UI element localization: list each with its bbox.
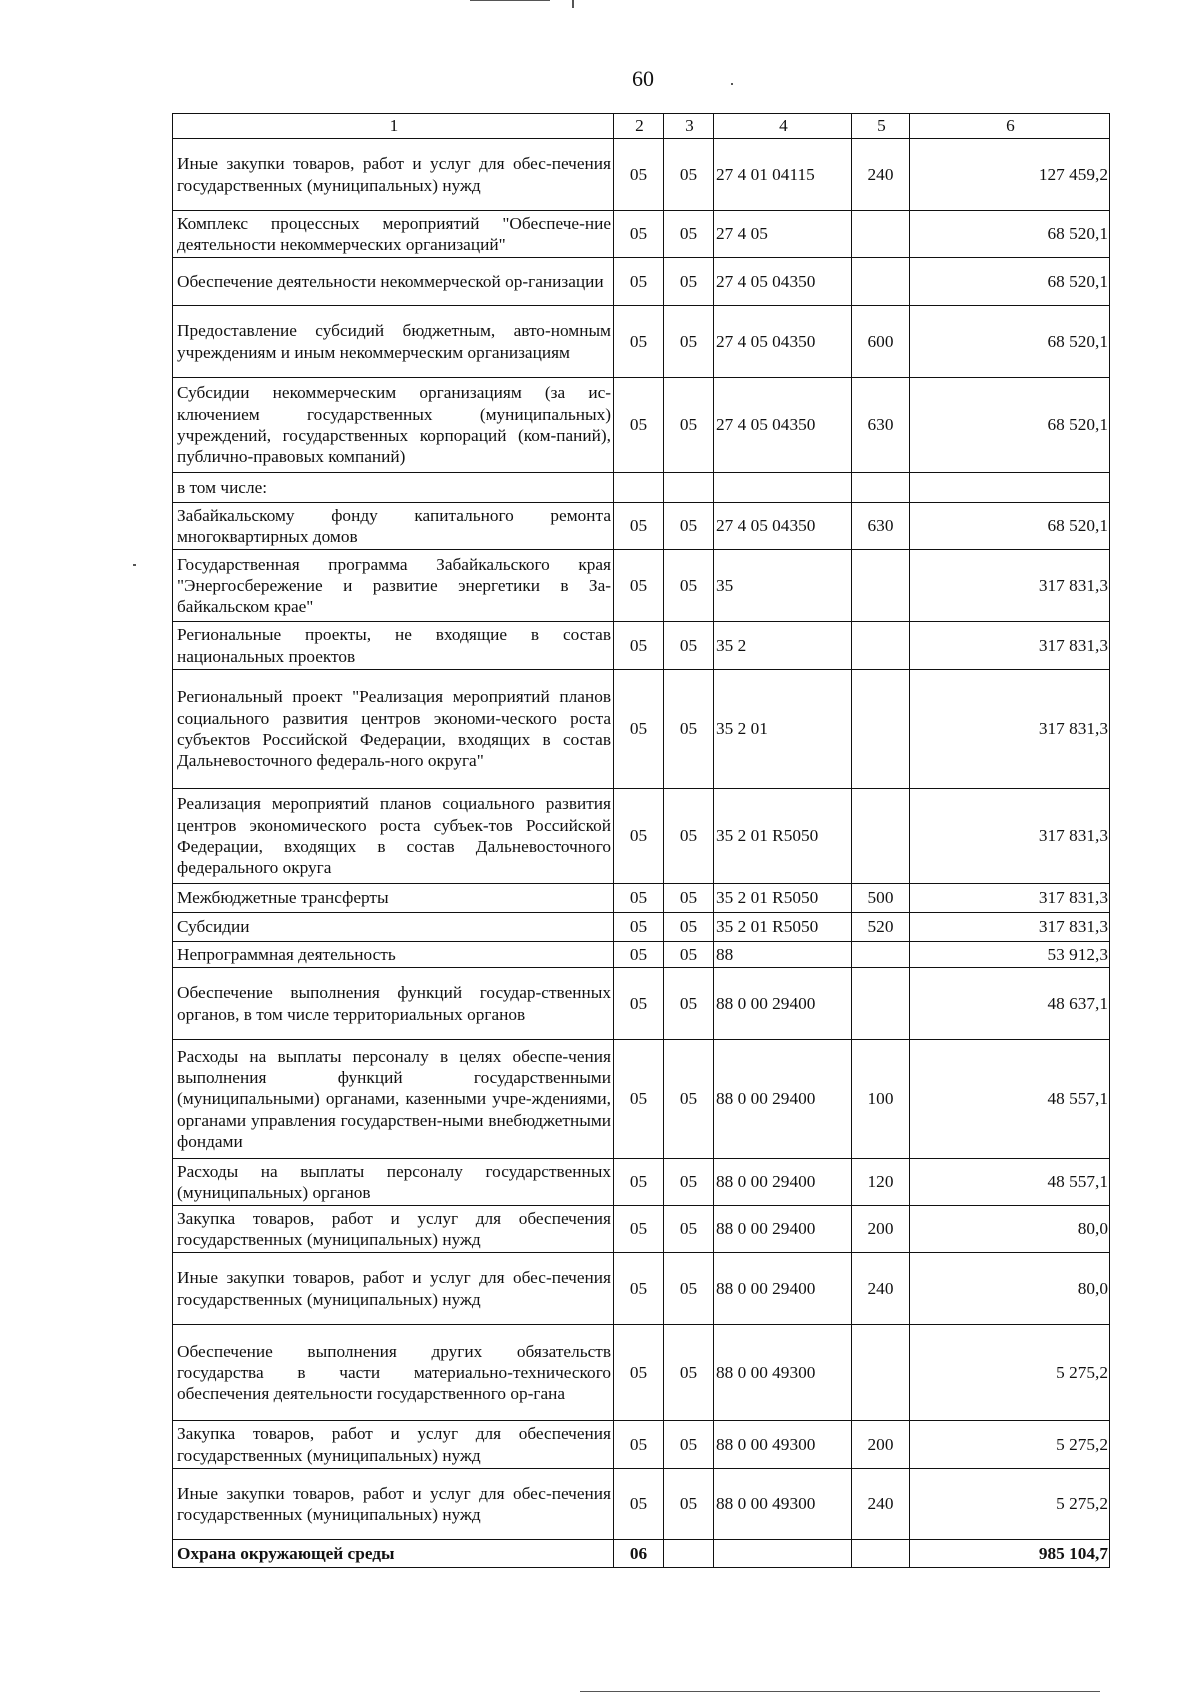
row-amount-cell: 317 831,3 <box>910 550 1110 622</box>
row-name-cell: Региональный проект "Реализация мероприятий планов социального развития центров экономи-ческого роста субъектов Российской Федерации, входящих в состав Дальневосточного федераль-ного округа" <box>173 670 614 789</box>
row-target-code-cell <box>714 1540 852 1568</box>
table-row <box>173 968 1110 1040</box>
table-row <box>173 670 1110 789</box>
column-header: 3 <box>664 114 714 139</box>
row-amount-cell: 48 557,1 <box>910 1159 1110 1206</box>
row-target-code-cell <box>714 473 852 503</box>
row-target-code-cell: 35 2 01 R5050 <box>714 789 852 884</box>
row-expense-type-cell: 240 <box>852 1253 910 1325</box>
row-subsection-cell: 05 <box>664 1040 714 1159</box>
row-target-code-cell: 88 0 00 49300 <box>714 1325 852 1421</box>
row-target-code-cell: 35 2 01 <box>714 670 852 789</box>
row-amount-cell: 68 520,1 <box>910 503 1110 550</box>
row-name-cell: Расходы на выплаты персоналу государственных (муниципальных) органов <box>173 1159 614 1206</box>
row-name-cell: Обеспечение деятельности некоммерческой ор-ганизации <box>173 258 614 306</box>
row-target-code-cell: 88 0 00 49300 <box>714 1469 852 1540</box>
row-expense-type-cell: 500 <box>852 884 910 913</box>
row-section-cell: 05 <box>614 1206 664 1253</box>
row-name-cell: Иные закупки товаров, работ и услуг для обес-печения государственных (муниципальных) нужд <box>173 139 614 211</box>
table-row <box>173 1421 1110 1469</box>
row-expense-type-cell: 240 <box>852 139 910 211</box>
table-row <box>173 913 1110 942</box>
row-name-cell: Межбюджетные трансферты <box>173 884 614 913</box>
row-section-cell: 06 <box>614 1540 664 1568</box>
row-expense-type-cell: 200 <box>852 1206 910 1253</box>
row-section-cell: 05 <box>614 139 664 211</box>
row-section-cell: 05 <box>614 550 664 622</box>
table-row <box>173 306 1110 378</box>
row-section-cell: 05 <box>614 1040 664 1159</box>
row-expense-type-cell <box>852 1540 910 1568</box>
row-target-code-cell: 88 0 00 29400 <box>714 1253 852 1325</box>
row-expense-type-cell <box>852 942 910 968</box>
row-name-cell: Обеспечение выполнения других обязательств государства в части материально-технического обеспечения деятельности государственного ор-гана <box>173 1325 614 1421</box>
row-target-code-cell: 27 4 05 04350 <box>714 503 852 550</box>
row-section-cell: 05 <box>614 1325 664 1421</box>
row-expense-type-cell <box>852 670 910 789</box>
row-expense-type-cell: 240 <box>852 1469 910 1540</box>
row-expense-type-cell <box>852 968 910 1040</box>
row-amount-cell: 80,0 <box>910 1253 1110 1325</box>
row-target-code-cell: 88 0 00 29400 <box>714 1159 852 1206</box>
row-target-code-cell: 27 4 05 04350 <box>714 306 852 378</box>
row-target-code-cell: 27 4 05 04350 <box>714 258 852 306</box>
row-section-cell: 05 <box>614 670 664 789</box>
row-subsection-cell: 05 <box>664 884 714 913</box>
row-name-cell: Закупка товаров, работ и услуг для обеспечения государственных (муниципальных) нужд <box>173 1421 614 1469</box>
row-subsection-cell: 05 <box>664 1469 714 1540</box>
row-amount-cell: 317 831,3 <box>910 884 1110 913</box>
table-row <box>173 1159 1110 1206</box>
column-header: 5 <box>852 114 910 139</box>
row-amount-cell: 68 520,1 <box>910 378 1110 473</box>
row-expense-type-cell <box>852 622 910 670</box>
row-section-cell: 05 <box>614 378 664 473</box>
scan-dot <box>133 564 136 566</box>
scan-edge-mark <box>572 0 574 8</box>
table-row <box>173 550 1110 622</box>
row-expense-type-cell <box>852 258 910 306</box>
row-subsection-cell: 05 <box>664 378 714 473</box>
row-expense-type-cell <box>852 550 910 622</box>
row-name-cell: Расходы на выплаты персоналу в целях обеспе-чения выполнения функций государственными (муниципальными) органами, казенными учре-ждениями, органами управления государствен-ными внебюджетными фондами <box>173 1040 614 1159</box>
table-row <box>173 139 1110 211</box>
row-target-code-cell: 27 4 05 <box>714 211 852 258</box>
row-amount-cell: 48 637,1 <box>910 968 1110 1040</box>
row-subsection-cell: 05 <box>664 1253 714 1325</box>
row-amount-cell: 68 520,1 <box>910 258 1110 306</box>
row-expense-type-cell: 100 <box>852 1040 910 1159</box>
table-row <box>173 258 1110 306</box>
row-target-code-cell: 27 4 05 04350 <box>714 378 852 473</box>
row-subsection-cell: 05 <box>664 258 714 306</box>
row-name-cell: Обеспечение выполнения функций государ-ственных органов, в том числе территориальных органов <box>173 968 614 1040</box>
table-row <box>173 378 1110 473</box>
column-header: 2 <box>614 114 664 139</box>
row-expense-type-cell: 630 <box>852 503 910 550</box>
row-target-code-cell: 88 0 00 49300 <box>714 1421 852 1469</box>
table-row <box>173 1325 1110 1421</box>
row-amount-cell: 5 275,2 <box>910 1325 1110 1421</box>
row-subsection-cell: 05 <box>664 942 714 968</box>
row-amount-cell: 317 831,3 <box>910 789 1110 884</box>
row-section-cell: 05 <box>614 1159 664 1206</box>
page-number: 60 <box>632 66 654 91</box>
row-section-cell: 05 <box>614 789 664 884</box>
row-section-cell: 05 <box>614 1469 664 1540</box>
row-expense-type-cell: 200 <box>852 1421 910 1469</box>
row-target-code-cell: 35 <box>714 550 852 622</box>
row-section-cell: 05 <box>614 968 664 1040</box>
row-name-cell: Предоставление субсидий бюджетным, авто-номным учреждениям и иным некоммерческим организациям <box>173 306 614 378</box>
row-target-code-cell: 35 2 01 R5050 <box>714 913 852 942</box>
table-row <box>173 503 1110 550</box>
row-amount-cell: 317 831,3 <box>910 622 1110 670</box>
row-name-cell: Непрограммная деятельность <box>173 942 614 968</box>
row-subsection-cell: 05 <box>664 1206 714 1253</box>
row-target-code-cell: 35 2 01 R5050 <box>714 884 852 913</box>
row-expense-type-cell <box>852 211 910 258</box>
row-amount-cell <box>910 473 1110 503</box>
budget-table <box>172 113 1110 1568</box>
row-name-cell: Субсидии <box>173 913 614 942</box>
row-expense-type-cell: 600 <box>852 306 910 378</box>
row-subsection-cell: 05 <box>664 670 714 789</box>
row-target-code-cell: 88 <box>714 942 852 968</box>
row-subsection-cell: 05 <box>664 1421 714 1469</box>
table-row <box>173 942 1110 968</box>
row-name-cell: Охрана окружающей среды <box>173 1540 614 1568</box>
scan-dot <box>731 83 733 85</box>
row-subsection-cell: 05 <box>664 550 714 622</box>
row-section-cell: 05 <box>614 622 664 670</box>
row-target-code-cell: 27 4 01 04115 <box>714 139 852 211</box>
row-target-code-cell: 88 0 00 29400 <box>714 968 852 1040</box>
row-name-cell: Забайкальскому фонду капитального ремонта многоквартирных домов <box>173 503 614 550</box>
row-expense-type-cell <box>852 473 910 503</box>
table-row <box>173 1540 1110 1568</box>
row-amount-cell: 317 831,3 <box>910 670 1110 789</box>
row-subsection-cell: 05 <box>664 622 714 670</box>
row-amount-cell: 985 104,7 <box>910 1540 1110 1568</box>
table-row <box>173 789 1110 884</box>
row-subsection-cell <box>664 473 714 503</box>
row-amount-cell: 80,0 <box>910 1206 1110 1253</box>
row-name-cell: Государственная программа Забайкальского края "Энергосбережение и развитие энергетики в За-байкальском крае" <box>173 550 614 622</box>
row-name-cell: Региональные проекты, не входящие в состав национальных проектов <box>173 622 614 670</box>
table-row <box>173 1253 1110 1325</box>
row-name-cell: Реализация мероприятий планов социального развития центров экономического роста субъек-тов Российской Федерации, входящих в состав Дальневосточного федерального округа <box>173 789 614 884</box>
row-section-cell: 05 <box>614 1421 664 1469</box>
table-row <box>173 884 1110 913</box>
row-subsection-cell: 05 <box>664 968 714 1040</box>
row-subsection-cell: 05 <box>664 913 714 942</box>
row-name-cell: в том числе: <box>173 473 614 503</box>
column-header: 6 <box>910 114 1110 139</box>
table-row <box>173 211 1110 258</box>
row-target-code-cell: 88 0 00 29400 <box>714 1040 852 1159</box>
column-header: 4 <box>714 114 852 139</box>
row-amount-cell: 53 912,3 <box>910 942 1110 968</box>
row-subsection-cell: 05 <box>664 503 714 550</box>
row-amount-cell: 68 520,1 <box>910 306 1110 378</box>
table-row <box>173 473 1110 503</box>
row-subsection-cell: 05 <box>664 139 714 211</box>
scan-edge-mark <box>470 0 550 1</box>
table-row <box>173 1206 1110 1253</box>
table-row <box>173 1469 1110 1540</box>
table-row <box>173 622 1110 670</box>
row-name-cell: Закупка товаров, работ и услуг для обеспечения государственных (муниципальных) нужд <box>173 1206 614 1253</box>
row-expense-type-cell: 120 <box>852 1159 910 1206</box>
row-target-code-cell: 35 2 <box>714 622 852 670</box>
row-subsection-cell: 05 <box>664 306 714 378</box>
row-name-cell: Иные закупки товаров, работ и услуг для обес-печения государственных (муниципальных) нужд <box>173 1253 614 1325</box>
row-section-cell: 05 <box>614 306 664 378</box>
row-section-cell: 05 <box>614 942 664 968</box>
row-name-cell: Комплекс процессных мероприятий "Обеспече-ние деятельности некоммерческих организаций" <box>173 211 614 258</box>
row-amount-cell: 48 557,1 <box>910 1040 1110 1159</box>
table-body <box>173 114 1110 1568</box>
row-section-cell: 05 <box>614 503 664 550</box>
row-expense-type-cell <box>852 1325 910 1421</box>
row-section-cell: 05 <box>614 211 664 258</box>
row-subsection-cell: 05 <box>664 211 714 258</box>
row-amount-cell: 317 831,3 <box>910 913 1110 942</box>
row-subsection-cell <box>664 1540 714 1568</box>
row-section-cell: 05 <box>614 1253 664 1325</box>
row-section-cell: 05 <box>614 913 664 942</box>
row-section-cell <box>614 473 664 503</box>
row-subsection-cell: 05 <box>664 1159 714 1206</box>
row-amount-cell: 127 459,2 <box>910 139 1110 211</box>
row-name-cell: Субсидии некоммерческим организациям (за ис-ключением государственных (муниципальных) учреждений, государственных корпораций (ком-паний), публично-правовых компаний) <box>173 378 614 473</box>
row-amount-cell: 68 520,1 <box>910 211 1110 258</box>
table-row <box>173 1040 1110 1159</box>
row-expense-type-cell <box>852 789 910 884</box>
row-expense-type-cell: 520 <box>852 913 910 942</box>
table-header-row <box>173 114 1110 139</box>
row-section-cell: 05 <box>614 884 664 913</box>
row-section-cell: 05 <box>614 258 664 306</box>
row-amount-cell: 5 275,2 <box>910 1469 1110 1540</box>
row-target-code-cell: 88 0 00 29400 <box>714 1206 852 1253</box>
row-expense-type-cell: 630 <box>852 378 910 473</box>
scan-edge-mark <box>580 1691 1100 1692</box>
row-name-cell: Иные закупки товаров, работ и услуг для обес-печения государственных (муниципальных) нужд <box>173 1469 614 1540</box>
row-amount-cell: 5 275,2 <box>910 1421 1110 1469</box>
row-subsection-cell: 05 <box>664 789 714 884</box>
column-header: 1 <box>173 114 614 139</box>
row-subsection-cell: 05 <box>664 1325 714 1421</box>
